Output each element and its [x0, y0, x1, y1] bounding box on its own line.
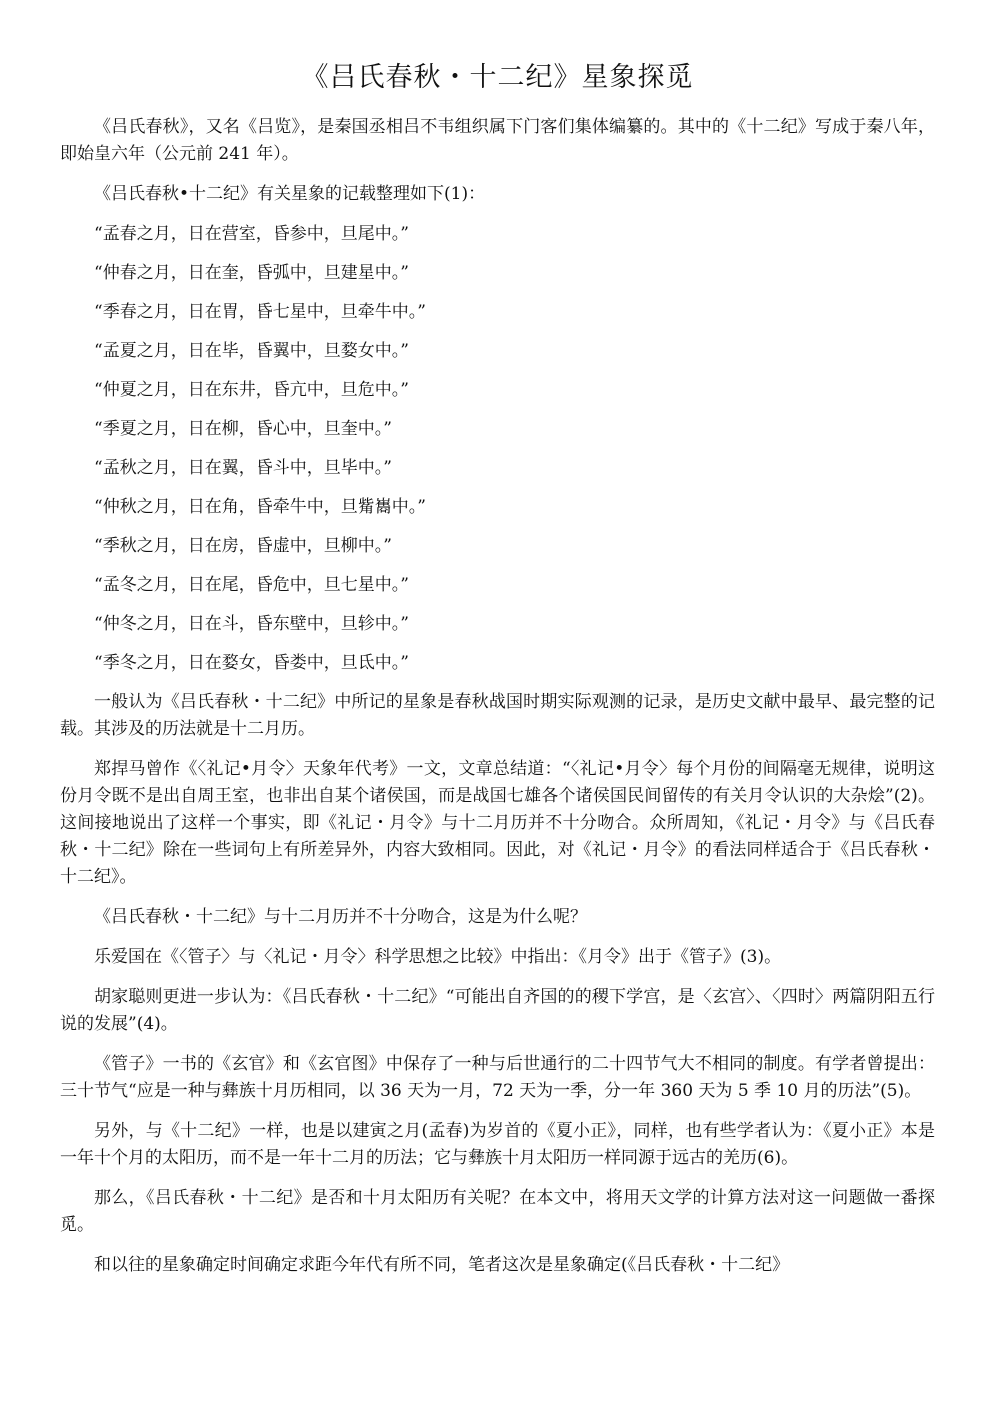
- document-title: 《吕氏春秋・十二纪》星象探觅: [301, 62, 694, 93]
- paragraph: 那么，《吕氏春秋・十二纪》是否和十月太阳历有关呢？在本文中，将用天文学的计算方法对这一问题做一番探觅。: [60, 1188, 935, 1235]
- quote-line: “仲春之月，日在奎，昏弧中，旦建星中。”: [94, 263, 409, 283]
- quote-line: “仲秋之月，日在角，昏牵牛中，旦觜巂中。”: [94, 497, 426, 517]
- paragraph-intro: 《吕氏春秋》，又名《吕览》，是秦国丞相吕不韦组织属下门客们集体编纂的。其中的《十二纪》写成于秦八年，即始皇六年（公元前 241 年）。: [60, 117, 935, 164]
- quote-line: “季秋之月，日在房，昏虚中，旦柳中。”: [94, 536, 392, 556]
- document-page: [60, 60, 935, 1292]
- paragraph: 胡家聪则更进一步认为：《吕氏春秋・十二纪》“可能出自齐国的的稷下学宫，是〈玄宫〉、〈四时〉两篇阴阳五行说的发展”(4)。: [60, 987, 935, 1034]
- quote-line: “孟秋之月，日在翼，昏斗中，旦毕中。”: [94, 458, 392, 478]
- paragraph: 和以往的星象确定时间确定求距今年代有所不同，笔者这次是星象确定(《吕氏春秋・十二纪》: [94, 1255, 790, 1275]
- paragraph: 乐爱国在《〈管子〉与〈礼记・月令〉科学思想之比较》中指出：《月令》出于《管子》(3)。: [94, 947, 782, 967]
- paragraph: 《吕氏春秋・十二纪》与十二月历并不十分吻合，这是为什么呢？: [94, 907, 587, 927]
- paragraph: 郑捍马曾作《〈礼记•月令〉天象年代考》一文，文章总结道：“〈礼记•月令〉每个月份的间隔毫无规律，说明这份月令既不是出自周王室，也非出自某个诸侯国，而是战国七雄各个诸侯国民间留传的有关月令认识的大杂烩”(2)。 这间接地说出了这样一个事实，即《礼记・月令》与十二月历并不十分吻合。众所周知，《礼记・月令》与《吕氏春秋・十二纪》除在一些词句上有所差异外，内容大致相同。因此，对《礼记・月令》的看法同样适合于《吕氏春秋・十二纪》。: [60, 759, 935, 887]
- quote-line: “季夏之月，日在柳，昏心中，旦奎中。”: [94, 419, 392, 439]
- paragraph: 一般认为《吕氏春秋・十二纪》中所记的星象是春秋战国时期实际观测的记录，是历史文献中最早、最完整的记载。其涉及的历法就是十二月历。: [60, 692, 935, 739]
- quote-line: “季冬之月，日在婺女，昏娄中，旦氐中。”: [94, 653, 409, 673]
- quote-line: “季春之月，日在胃，昏七星中，旦牵牛中。”: [94, 302, 426, 322]
- paragraph: 另外，与《十二纪》一样，也是以建寅之月(孟春)为岁首的《夏小正》，同样，也有些学者认为：《夏小正》本是一年十个月的太阳历，而不是一年十二月的历法；它与彝族十月太阳历一样同源于远古的羌历(6)。: [60, 1121, 935, 1168]
- quote-line: “孟夏之月，日在毕，昏翼中，旦婺女中。”: [94, 341, 409, 361]
- quote-line: “仲冬之月，日在斗，昏东壁中，旦轸中。”: [94, 614, 409, 634]
- paragraph-intro-list-lead: 《吕氏春秋•十二纪》有关星象的记载整理如下(1)：: [94, 184, 486, 204]
- paragraph: 《管子》一书的《玄官》和《玄官图》中保存了一种与后世通行的二十四节气大不相同的制度。有学者曾提出：三十节气“应是一种与彝族十月历相同，以 36 天为一月，72 天为一季，分一年 360 天为 5 季 10 月的历法”(5)。: [60, 1054, 935, 1101]
- quote-line: “仲夏之月，日在东井，昏亢中，旦危中。”: [94, 380, 409, 400]
- quote-line: “孟春之月，日在营室，昏参中，旦尾中。”: [94, 224, 409, 244]
- quote-line: “孟冬之月，日在尾，昏危中，旦七星中。”: [94, 575, 409, 595]
